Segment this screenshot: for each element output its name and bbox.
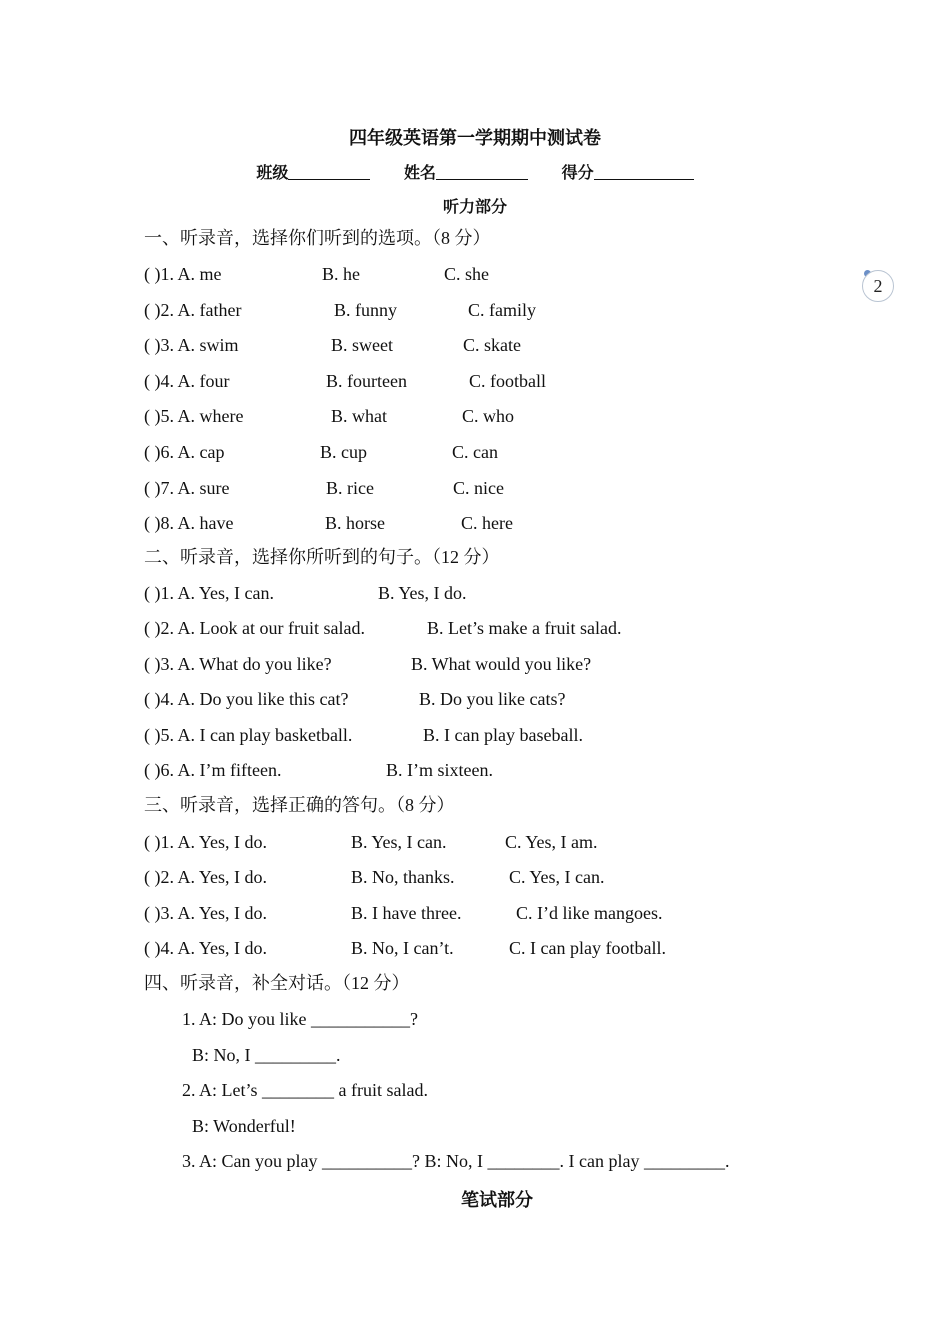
dialog-line-2: B: No, I _________. <box>192 1045 341 1065</box>
question-row <box>144 369 844 393</box>
question-option-b: B. funny <box>334 299 397 320</box>
question-option-a[interactable]: ( )2. A. Yes, I do. <box>144 867 268 888</box>
question-option-a[interactable]: ( )8. A. have <box>144 513 234 534</box>
score-field[interactable] <box>562 163 694 182</box>
name-blank[interactable] <box>436 163 528 180</box>
dialog-line-1: 1. A: Do you like ___________? <box>182 1009 418 1029</box>
question-option-a[interactable]: ( )6. A. I’m fifteen. <box>144 760 282 780</box>
written-part-heading: 笔试部分 <box>461 1190 533 1211</box>
question-option-a[interactable]: ( )3. A. What do you like? <box>144 653 332 674</box>
question-option-a[interactable]: ( )1. A. me <box>144 264 222 284</box>
question-option-a[interactable]: ( )3. A. Yes, I do. <box>144 902 268 923</box>
question-option-b: B. Do you like cats? <box>419 689 566 710</box>
dialog-line-5: 3. A: Can you play __________? B: No, I ________. I can play _________. <box>182 1151 730 1171</box>
question-option-c: C. who <box>462 406 515 427</box>
question-option-a[interactable]: ( )3. A. swim <box>144 335 239 356</box>
question-option-c: C. can <box>452 442 498 462</box>
question-option-c: C. skate <box>463 335 521 356</box>
question-option-b: B. rice <box>326 477 374 498</box>
question-option-b: B. sweet <box>331 335 393 356</box>
dialog-line-3: 2. A: Let’s ________ a fruit salad. <box>182 1080 428 1100</box>
dialog-line-4: B: Wonderful! <box>192 1116 296 1136</box>
question-option-c: C. here <box>461 513 513 534</box>
question-row <box>144 616 844 640</box>
question-row <box>144 581 844 605</box>
question-row <box>144 333 844 357</box>
question-option-c: C. family <box>468 299 536 320</box>
question-option-b: B. I can play baseball. <box>423 724 583 745</box>
question-option-a[interactable]: ( )5. A. I can play basketball. <box>144 724 353 745</box>
question-option-c: C. nice <box>453 477 504 498</box>
name-label: 姓名 <box>403 163 436 182</box>
class-label: 班级 <box>256 163 289 182</box>
class-field[interactable] <box>256 163 370 182</box>
question-option-b: B. Yes, I can. <box>351 832 447 852</box>
section2-heading: 二、听录音，选择你所听到的句子。（12 分） <box>144 547 500 567</box>
question-option-c: C. I’d like mangoes. <box>516 902 663 923</box>
question-option-c: C. Yes, I can. <box>509 867 605 888</box>
page-number-badge: 2 <box>862 270 894 302</box>
question-option-a[interactable]: ( )7. A. sure <box>144 477 230 498</box>
question-option-b: B. Let’s make a fruit salad. <box>427 618 622 639</box>
question-row <box>144 865 844 889</box>
question-row <box>144 901 844 925</box>
question-option-a[interactable]: ( )5. A. where <box>144 406 244 427</box>
question-option-b: B. I’m sixteen. <box>386 760 493 780</box>
question-row <box>144 440 844 464</box>
question-option-b: B. what <box>331 406 387 427</box>
question-row <box>144 262 844 286</box>
question-option-c: C. Yes, I am. <box>505 832 598 852</box>
question-option-a[interactable]: ( )4. A. Yes, I do. <box>144 938 268 959</box>
question-option-a[interactable]: ( )4. A. four <box>144 370 230 391</box>
question-option-a[interactable]: ( )6. A. cap <box>144 442 225 462</box>
student-info-row <box>0 160 950 183</box>
question-option-b: B. he <box>322 264 360 284</box>
question-option-a[interactable]: ( )2. A. father <box>144 299 242 320</box>
question-option-b: B. No, I can’t. <box>351 938 454 959</box>
section1-heading: 一、听录音，选择你们听到的选项。（8 分） <box>144 228 491 248</box>
question-option-b: B. What would you like? <box>411 653 592 674</box>
question-row <box>144 511 844 535</box>
question-row <box>144 404 844 428</box>
question-option-b: B. horse <box>325 513 385 534</box>
question-row <box>144 723 844 747</box>
class-blank[interactable] <box>288 163 370 180</box>
question-option-b: B. Yes, I do. <box>378 583 467 603</box>
question-option-a[interactable]: ( )4. A. Do you like this cat? <box>144 689 349 710</box>
question-row <box>144 830 844 854</box>
question-row <box>144 687 844 711</box>
score-label: 得分 <box>561 163 594 182</box>
section3-heading: 三、听录音，选择正确的答句。（8 分） <box>144 795 455 815</box>
question-row <box>144 758 844 782</box>
question-row <box>144 936 844 960</box>
question-option-a[interactable]: ( )1. A. Yes, I do. <box>144 832 268 852</box>
question-option-c: C. football <box>469 370 546 391</box>
question-option-c: C. she <box>444 264 489 284</box>
listening-part-heading: 听力部分 <box>442 197 507 216</box>
section4-heading: 四、听录音，补全对话。（12 分） <box>144 973 410 993</box>
question-option-a[interactable]: ( )1. A. Yes, I can. <box>144 583 274 603</box>
question-option-a[interactable]: ( )2. A. Look at our fruit salad. <box>144 618 365 639</box>
question-option-b: B. fourteen <box>326 370 407 391</box>
question-option-b: B. cup <box>320 442 367 462</box>
question-option-b: B. I have three. <box>351 902 462 923</box>
page-title: 四年级英语第一学期期中测试卷 <box>349 128 601 149</box>
question-row <box>144 298 844 322</box>
score-blank[interactable] <box>594 163 694 180</box>
question-row <box>144 476 844 500</box>
question-option-b: B. No, thanks. <box>351 867 455 888</box>
question-option-c: C. I can play football. <box>509 938 666 959</box>
name-field[interactable] <box>404 163 528 182</box>
question-row <box>144 652 844 676</box>
